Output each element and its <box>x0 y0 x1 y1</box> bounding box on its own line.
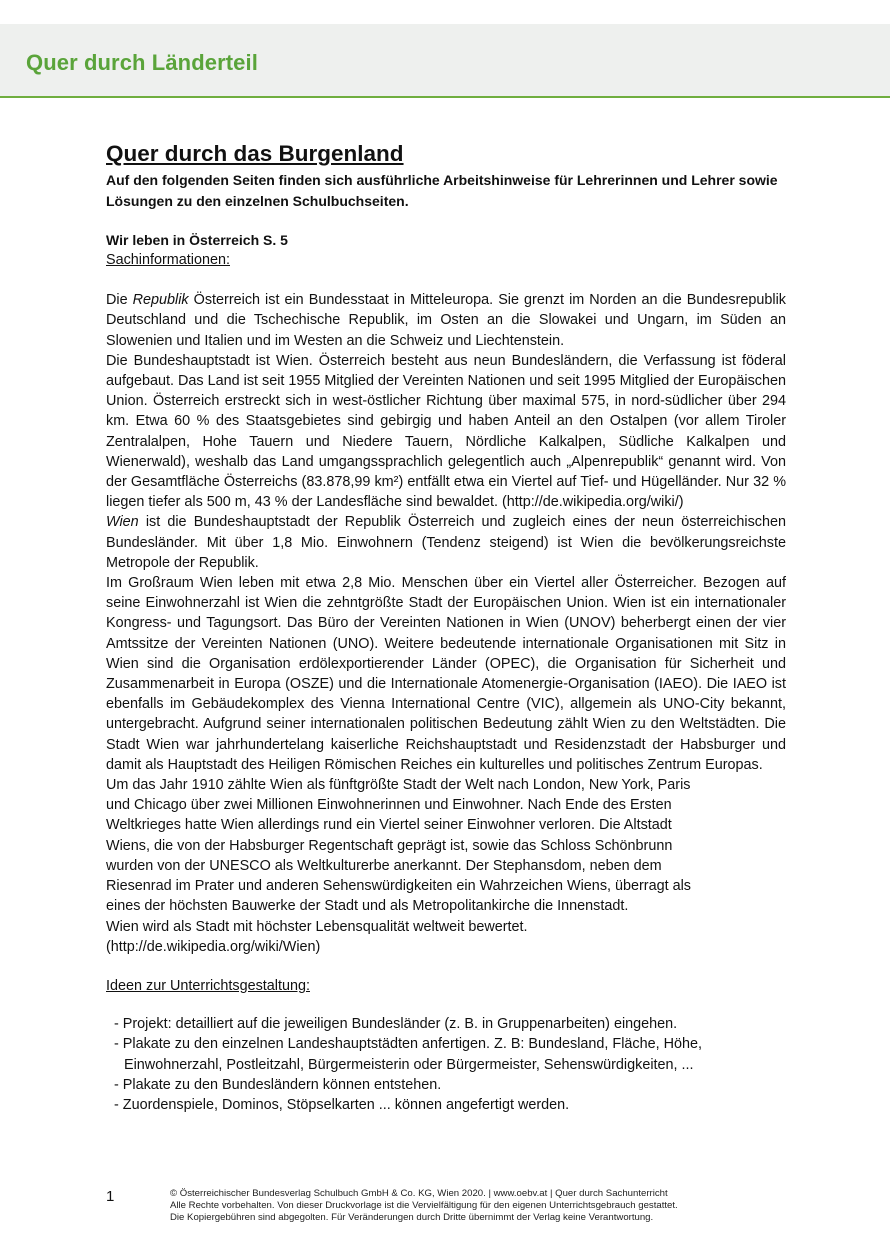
document-body <box>106 140 786 1115</box>
p3-post: ist die Bundeshauptstadt der Republik Österreich und zugleich eines der neun österreichischen Bundesländer. Mit über 1,8 Mio. Einwohnern (Tendenz steigend) ist Wien die bevölkerungsreichste Metropole der Republik. <box>106 514 786 571</box>
p3-emphasis: Wien <box>106 514 139 531</box>
page-header <box>0 24 890 98</box>
paragraph-quality: Wien wird als Stadt mit höchster Lebensqualität weltweit bewertet. <box>106 918 528 935</box>
p1-emphasis: Republik <box>132 292 189 309</box>
page-number: 1 <box>106 1188 115 1205</box>
footer-line-3: Die Kopiergebühren sind abgegolten. Für Veränderungen durch Dritte übernimmt der Verlag keine Verantwortung. <box>170 1212 654 1223</box>
footer-line-1: © Österreichischer Bundesverlag Schulbuch GmbH & Co. KG, Wien 2020. | www.oebv.at | Quer durch Sachunterricht <box>170 1188 668 1199</box>
section-title: Wir leben in Österreich S. 5 <box>106 232 288 248</box>
footer-copyright <box>170 1188 790 1224</box>
paragraph-wien <box>106 512 786 573</box>
sachinfo-label: Sachinformationen: <box>106 252 230 268</box>
document-title: Quer durch das Burgenland <box>106 141 404 166</box>
p1-pre: Die <box>106 292 133 309</box>
list-item: - Projekt: detailliert auf die jeweiligen Bundesländer (z. B. in Gruppenarbeiten) eingehen. <box>114 1016 678 1033</box>
paragraph-republic <box>106 290 786 351</box>
ideas-title: Ideen zur Unterrichtsgestaltung: <box>106 977 310 994</box>
p1-post: Österreich ist ein Bundesstaat in Mitteleuropa. Sie grenzt im Norden an die Bundesrepublik Deutschland und die Tschechische Republik, im Osten an die Slowakei und Ungarn, im Süden an Slowenien und Italien und im Westen an die Schweiz und Liechtenstein. <box>106 292 786 349</box>
list-item: - Plakate zu den einzelnen Landeshauptstädten anfertigen. Z. B: Bundesland, Fläche, Höhe, Einwohnerzahl, Postleitzahl, Bürgermeisterin oder Bürgermeister, Sehenswürdigkeiten, ... <box>114 1036 703 1073</box>
list-item: - Plakate zu den Bundesländern können entstehen. <box>114 1076 442 1093</box>
ideas-list <box>106 1014 786 1115</box>
header-title: Quer durch Länderteil <box>26 50 258 75</box>
list-item: - Zuordenspiele, Dominos, Stöpselkarten ... können angefertigt werden. <box>114 1096 570 1113</box>
paragraph-capital: Die Bundeshauptstadt ist Wien. Österreich besteht aus neun Bundesländern, die Verfassung ist föderal aufgebaut. Das Land ist seit 1955 Mitglied der Vereinten Nationen und seit 1995 Mitglied der Europäischen Union. Österreich erstreckt sich in west-östlicher Richtung über maximal 575, in nord-südlicher über 294 km. Etwa 60 % des Staatsgebietes sind gebirgig und haben Anteil an den Ostalpen (vor allem Tiroler Zentralalpen, Hohe Tauern und Niedere Tauern, Nördliche Kalkalpen, Südliche Kalkalpen und Wienerwald), weshalb das Land umgangssprachlich gelegentlich auch „Alpenrepublik“ genannt wird. Von der Gesamtfläche Österreichs (83.878,99 km²) entfällt etwa ein Viertel auf Tief- und Hügelländer. Nur 32 % liegen tiefer als 500 m, 43 % der Landesfläche sind bewaldet. (http://de.wikipedia.org/wiki/) <box>106 352 786 511</box>
paragraph-source: (http://de.wikipedia.org/wiki/Wien) <box>106 938 321 955</box>
intro-text: Auf den folgenden Seiten finden sich ausführliche Arbeitshinweise für Lehrerinnen und Lehrer sowie Lösungen zu den einzelnen Schulbuchseiten. <box>106 172 778 209</box>
paragraph-grossraum: Im Großraum Wien leben mit etwa 2,8 Mio. Menschen über ein Viertel aller Österreicher. Bezogen auf seine Einwohnerzahl ist Wien die zehntgrößte Stadt der Europäischen Union. Wien ist ein internationaler Kongress- und Tagungsort. Das Büro der Vereinten Nationen in Wien (UNOV) beherbergt einen der vier Amtssitze der Vereinten Nationen (UNO). Weitere bedeutende internationale Organisationen mit Sitz in Wien sind die Organisation erdölexportierender Länder (OPEC), die Organisation für Sicherheit und Zusammenarbeit in Europa (OSZE) und die Internationale Atomenergie-Organisation (IAEO). Die IAEO ist ebenfalls im Gebäudekomplex des Vienna International Centre (VIC), allgemein als UNO-City bekannt, untergebracht. Aufgrund seiner internationalen politischen Bedeutung zählt Wien zu den Weltstädten. Die Stadt Wien war jahrhundertelang kaiserliche Reichshauptstadt und Residenzstadt der Habsburger und damit als Hauptstadt des Heiligen Römischen Reiches ein kulturelles und politisches Zentrum Europas. <box>106 575 786 773</box>
paragraph-history: Um das Jahr 1910 zählte Wien als fünftgrößte Stadt der Welt nach London, New York, Paris und Chicago über zwei Millionen Einwohnerinnen und Einwohner. Nach Ende des Ersten Weltkrieges hatte Wien allerdings rund ein Viertel seiner Einwohner verloren. Die Altstadt Wiens, die von der Habsburger Regentschaft geprägt ist, sowie das Schloss Schönbrunn wurden von der UNESCO als Weltkulturerbe anerkannt. Der Stephansdom, neben dem Riesenrad im Prater und anderen Sehenswürdigkeiten ein Wahrzeichen Wiens, überragt als eines der höchsten Bauwerke der Stadt und als Metropolitankirche die Innenstadt. <box>106 777 691 915</box>
footer-line-2: Alle Rechte vorbehalten. Von dieser Druckvorlage ist die Vervielfältigung für den eigenen Unterrichtsgebrauch gestattet. <box>170 1200 678 1211</box>
